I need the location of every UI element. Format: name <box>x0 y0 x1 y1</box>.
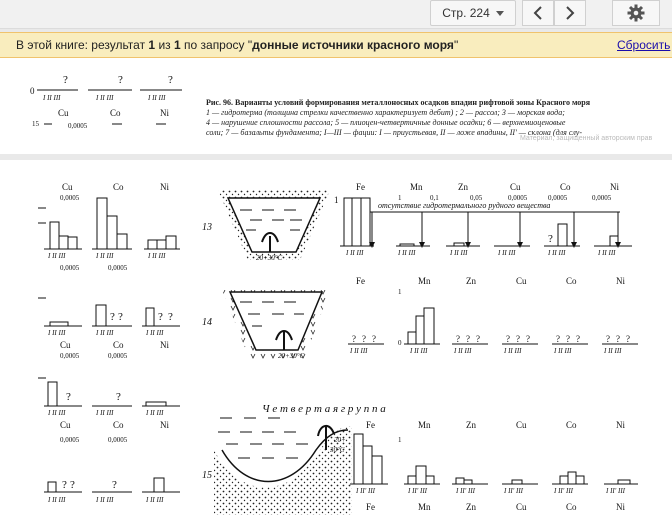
question-mark: ? <box>116 391 121 403</box>
element-label-co: Co <box>113 420 124 430</box>
question-mark: ? <box>606 334 610 344</box>
scale-label: 0,1 <box>430 194 439 202</box>
element-label-co: Co <box>113 340 124 350</box>
scale-label: 0,0005 <box>108 436 128 444</box>
question-mark: ? <box>66 391 71 403</box>
figure-caption: Рис. 96. Варианты условий формирования металлоносных осадков впадин рифтовой зоны Красного моря 1 — гидротерма (толщина стрелки качественно характеризует дебит) ; 2 — рассол; 3 — морская вода; 4 — нарушение сплошности рассола; 5 — плиоцен-четвертичные донные осадки; 6 — верхнемиоценовые соли; 7 — базальты фундамента; I—III — фации: I — приустьевая, II — ложе впадины, II' — склона (для слу- <box>206 98 591 137</box>
question-mark: ? <box>112 479 117 491</box>
element-label-ni: Ni <box>616 420 625 430</box>
element-label-mn: Mn <box>418 420 431 430</box>
roman-labels: I II' III <box>504 487 523 495</box>
scale-one-label: 1 <box>334 195 339 205</box>
question-mark: ? <box>63 74 68 86</box>
roman-labels: I II III <box>48 252 66 260</box>
zero-label: 0 <box>30 86 35 96</box>
question-mark: ? <box>616 334 620 344</box>
roman-labels: I II III <box>346 249 364 257</box>
scale-one-label: 1 <box>398 436 402 444</box>
scale-label: 0,0005 <box>592 194 612 202</box>
element-label-mn: Mn <box>418 276 431 286</box>
scale-label: 0,0005 <box>108 264 128 272</box>
element-label-ni: Ni <box>616 502 625 512</box>
element-label-cu: Cu <box>62 182 73 192</box>
roman-labels: I II III <box>554 347 572 355</box>
roman-labels: I II III <box>96 329 114 337</box>
roman-labels: I II III <box>498 249 516 257</box>
roman-labels: I II' III <box>356 487 375 495</box>
prev-page-button[interactable] <box>522 0 554 26</box>
book-page-top <box>0 58 672 154</box>
copyright-watermark: Материал, защищенный авторским прав <box>520 135 653 142</box>
element-label-co: Co <box>566 420 577 430</box>
question-mark: ? <box>456 334 460 344</box>
roman-labels: I II III <box>598 249 616 257</box>
gear-icon <box>627 4 645 22</box>
page-selector[interactable] <box>430 0 516 26</box>
question-mark: ? <box>158 311 163 323</box>
roman-labels: I II III <box>48 496 66 504</box>
question-mark: ? <box>118 311 123 323</box>
element-label-cu: Cu <box>516 420 527 430</box>
question-mark: ? <box>372 334 376 344</box>
roman-labels: I II III <box>548 249 566 257</box>
element-label-co: Co <box>110 108 121 118</box>
search-result-message: В этой книге: результат 1 из 1 по запросу "донные источники красного моря" <box>16 38 459 52</box>
question-mark: ? <box>466 334 470 344</box>
scale-one-label: 1 <box>398 194 402 202</box>
roman-labels: I II III <box>350 347 368 355</box>
question-mark: ? <box>118 74 123 86</box>
element-label-co: Co <box>566 276 577 286</box>
temperature-label: 20+30°C <box>256 254 283 262</box>
element-label-ni: Ni <box>616 276 625 286</box>
question-mark: ? <box>506 334 510 344</box>
roman-labels: I II III <box>146 409 164 417</box>
element-label-fe: Fe <box>366 420 375 430</box>
question-mark: ? <box>556 334 560 344</box>
question-mark: ? <box>516 334 520 344</box>
element-label-cu: Cu <box>60 340 71 350</box>
scale-label: 0,0005 <box>508 194 528 202</box>
element-label-co: Co <box>560 182 571 192</box>
absence-note: отсутствие гидротермального рудного вещества <box>378 201 551 210</box>
viewer-toolbar <box>0 0 672 29</box>
scale-label: 0,0005 <box>60 352 80 360</box>
zero-label: 0 <box>398 339 402 347</box>
scale-label: 0,0005 <box>60 436 80 444</box>
element-label-ni: Ni <box>610 182 619 192</box>
scale-label: 0,0005 <box>548 194 568 202</box>
search-query: донные источники красного моря <box>252 38 454 52</box>
roman-labels: I II III <box>43 94 61 102</box>
roman-labels: I II III <box>96 496 114 504</box>
roman-labels: I II III <box>146 329 164 337</box>
element-label-cu: Cu <box>516 502 527 512</box>
roman-labels: I II III <box>398 249 416 257</box>
question-mark: ? <box>168 311 173 323</box>
question-mark: ? <box>548 233 553 245</box>
page-selector-label: Стр. 224 <box>442 6 490 20</box>
book-page-bottom <box>0 160 672 515</box>
element-label-cu: Cu <box>58 108 69 118</box>
temperature-label: 20+30°C <box>278 352 305 360</box>
roman-labels: I II' III <box>606 487 625 495</box>
roman-labels: I II' III <box>456 487 475 495</box>
question-mark: ? <box>566 334 570 344</box>
variant-15-label: 15 <box>202 470 212 481</box>
temperature-label: 30°C <box>330 446 345 454</box>
element-label-cu: Cu <box>516 276 527 286</box>
element-label-zn: Zn <box>466 276 476 286</box>
settings-button[interactable] <box>612 0 660 26</box>
question-mark: ? <box>362 334 366 344</box>
roman-labels: I II III <box>450 249 468 257</box>
element-label-co: Co <box>566 502 577 512</box>
roman-labels: I II III <box>148 94 166 102</box>
chevron-left-icon <box>533 6 543 20</box>
element-label-fe: Fe <box>366 502 375 512</box>
next-page-button[interactable] <box>554 0 586 26</box>
variant-13-label: 13 <box>202 222 212 233</box>
figure-96 <box>0 160 672 515</box>
element-label-cu: Cu <box>60 420 71 430</box>
scale-label: 0,05 <box>470 194 483 202</box>
question-mark: ? <box>476 334 480 344</box>
element-label-ni: Ni <box>160 182 169 192</box>
scale-label: 0,0005 <box>60 264 80 272</box>
element-label-mn: Mn <box>410 182 423 192</box>
scale-one-label: 1 <box>398 288 402 296</box>
element-label-zn: Zn <box>466 420 476 430</box>
search-result-banner <box>0 32 672 58</box>
chevron-right-icon <box>565 6 575 20</box>
element-label-fe: Fe <box>356 276 365 286</box>
scale-label: 0,0005 <box>108 352 128 360</box>
roman-labels: I II III <box>410 347 428 355</box>
reset-search-link[interactable]: Сбросить <box>617 38 671 52</box>
element-label-fe: Fe <box>356 182 365 192</box>
caret-down-icon <box>496 11 504 16</box>
element-label-ni: Ni <box>160 340 169 350</box>
element-label-zn: Zn <box>458 182 468 192</box>
roman-labels: I II III <box>96 252 114 260</box>
roman-labels: I II III <box>96 94 114 102</box>
element-label-mn: Mn <box>418 502 431 512</box>
variant-14-label: 14 <box>202 317 212 328</box>
level-label: 15 <box>32 120 39 128</box>
roman-labels: I II III <box>148 252 166 260</box>
element-label-ni: Ni <box>160 108 169 118</box>
question-mark: ? <box>62 479 67 491</box>
roman-labels: I II III <box>454 347 472 355</box>
question-mark: ? <box>626 334 630 344</box>
question-mark: ? <box>70 479 75 491</box>
scale-label: 0,0005 <box>60 194 80 202</box>
roman-labels: I II III <box>504 347 522 355</box>
element-label-ni: Ni <box>160 420 169 430</box>
roman-labels: I II III <box>96 409 114 417</box>
element-label-zn: Zn <box>466 502 476 512</box>
group-heading: Ч е т в е р т а я г р у п п а <box>262 403 386 415</box>
question-mark: ? <box>576 334 580 344</box>
temperature-label: 20+ <box>334 436 346 444</box>
roman-labels: I II' III <box>408 487 427 495</box>
roman-labels: I II III <box>48 409 66 417</box>
element-label-co: Co <box>113 182 124 192</box>
question-mark: ? <box>526 334 530 344</box>
roman-labels: I II III <box>146 496 164 504</box>
question-mark: ? <box>168 74 173 86</box>
question-mark: ? <box>110 311 115 323</box>
question-mark: ? <box>352 334 356 344</box>
roman-labels: I II III <box>604 347 622 355</box>
scale-label: 0,0005 <box>68 122 88 130</box>
roman-labels: I II III <box>48 329 66 337</box>
roman-labels: I II' III <box>554 487 573 495</box>
element-label-cu: Cu <box>510 182 521 192</box>
